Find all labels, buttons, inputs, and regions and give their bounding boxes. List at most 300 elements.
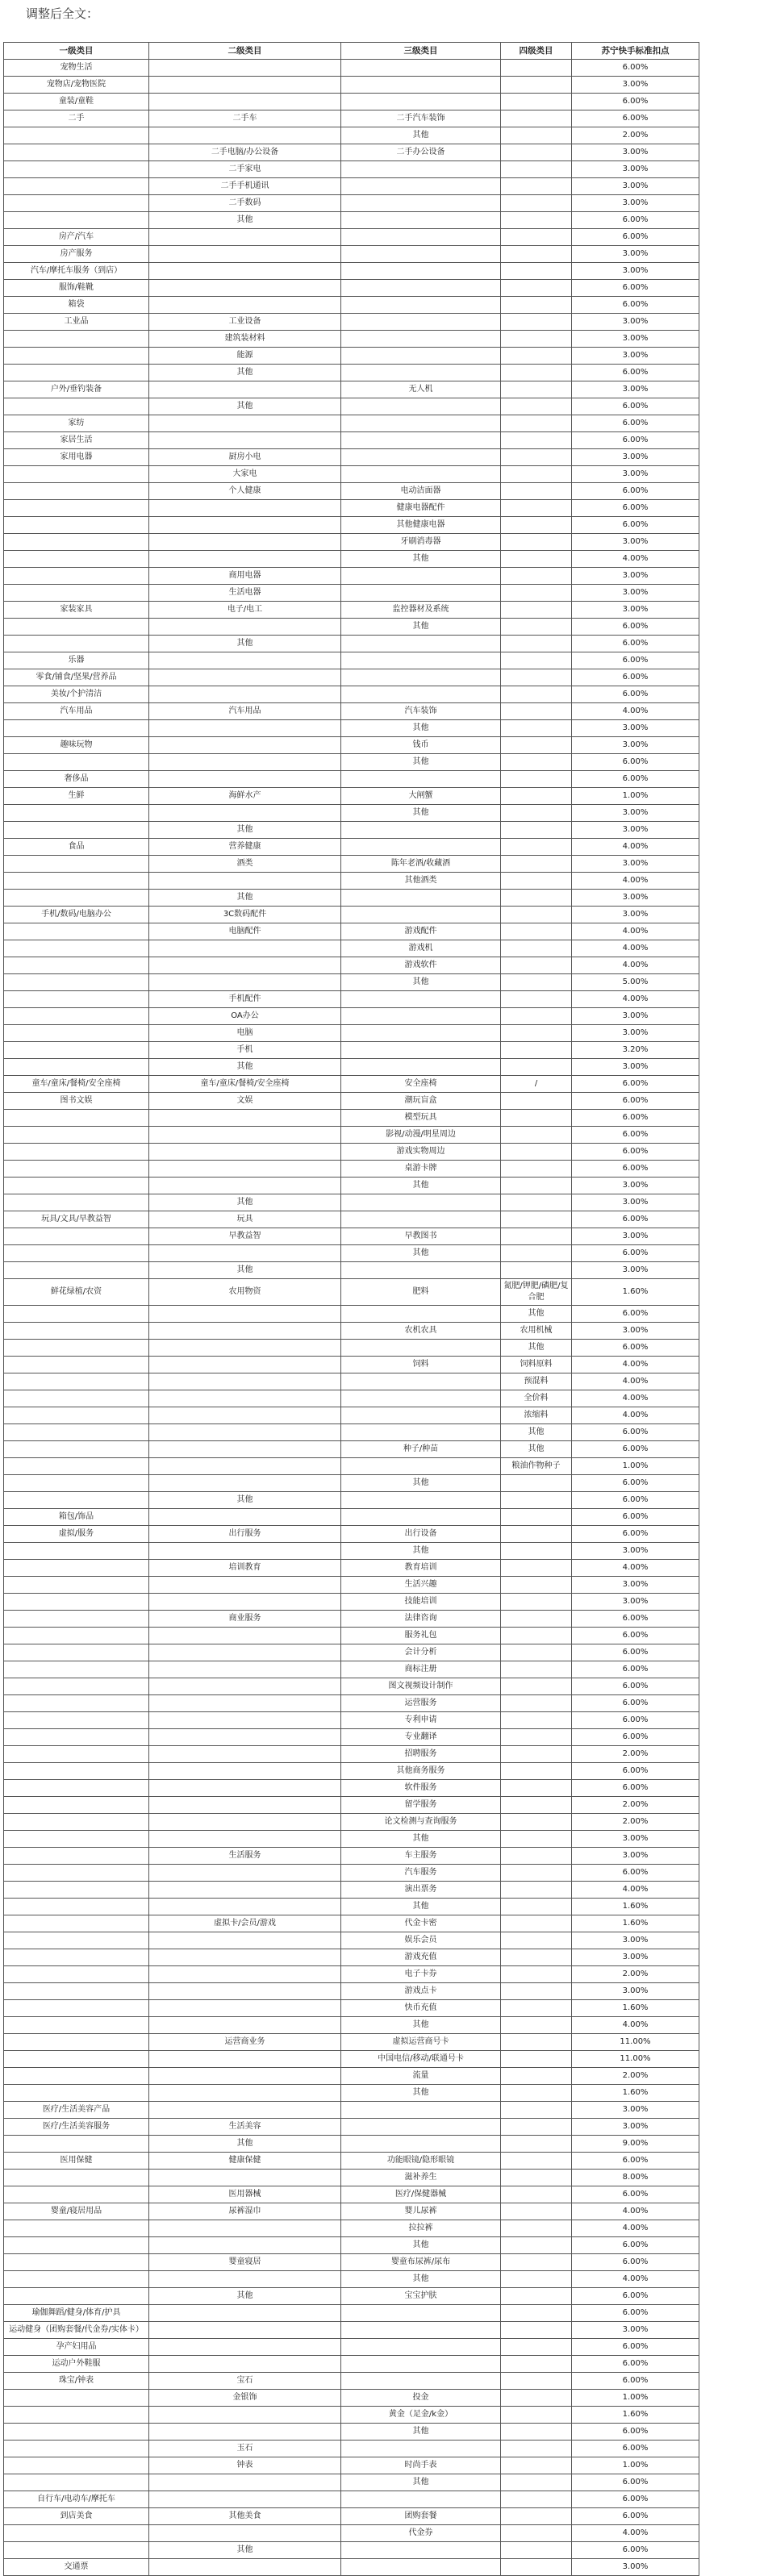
cell-level2 bbox=[149, 1178, 341, 1194]
table-row bbox=[4, 585, 699, 602]
cell-level3: 服务礼包 bbox=[341, 1628, 501, 1644]
cell-level3: 婴儿尿裤 bbox=[341, 2203, 501, 2220]
cell-rate: 8.00% bbox=[572, 2170, 699, 2186]
cell-level3: 快币充值 bbox=[341, 2000, 501, 2017]
table-row bbox=[4, 991, 699, 1008]
cell-level4 bbox=[501, 1661, 572, 1678]
cell-level3: 黄金（足金/k金） bbox=[341, 2407, 501, 2424]
cell-level3: 其他 bbox=[341, 619, 501, 636]
cell-level4 bbox=[501, 1814, 572, 1831]
table-row bbox=[4, 77, 699, 94]
cell-level3: 大闸蟹 bbox=[341, 788, 501, 805]
cell-level2 bbox=[149, 2491, 341, 2508]
cell-level4 bbox=[501, 1228, 572, 1245]
cell-level1 bbox=[4, 144, 149, 161]
cell-level1 bbox=[4, 1357, 149, 1373]
cell-level2 bbox=[149, 1678, 341, 1695]
table-row bbox=[4, 110, 699, 127]
cell-rate: 3.00% bbox=[572, 1025, 699, 1042]
cell-rate: 6.00% bbox=[572, 2305, 699, 2322]
cell-level2: 尿裤湿巾 bbox=[149, 2203, 341, 2220]
cell-level3: 其他 bbox=[341, 127, 501, 144]
cell-level3: 其他 bbox=[341, 974, 501, 991]
cell-rate: 6.00% bbox=[572, 1644, 699, 1661]
cell-level3 bbox=[341, 2305, 501, 2322]
cell-level4 bbox=[501, 1594, 572, 1611]
cell-level4 bbox=[501, 1797, 572, 1814]
cell-rate: 3.00% bbox=[572, 2102, 699, 2119]
table-row bbox=[4, 415, 699, 432]
cell-level2: 二手手机通讯 bbox=[149, 178, 341, 195]
cell-level2 bbox=[149, 77, 341, 94]
cell-level4 bbox=[501, 432, 572, 449]
cell-level1 bbox=[4, 1042, 149, 1059]
cell-level2 bbox=[149, 1245, 341, 1262]
cell-level2: 出行服务 bbox=[149, 1526, 341, 1543]
cell-level4 bbox=[501, 1161, 572, 1178]
cell-level2 bbox=[149, 2170, 341, 2186]
cell-level4 bbox=[501, 348, 572, 365]
cell-level3: 投金 bbox=[341, 2390, 501, 2407]
cell-level1 bbox=[4, 2000, 149, 2017]
cell-level4: 其他 bbox=[501, 1340, 572, 1357]
cell-level2 bbox=[149, 1373, 341, 1390]
cell-level2 bbox=[149, 2068, 341, 2085]
cell-level2 bbox=[149, 2237, 341, 2254]
cell-level1 bbox=[4, 822, 149, 839]
cell-level1 bbox=[4, 2288, 149, 2305]
cell-rate: 1.60% bbox=[572, 1279, 699, 1306]
cell-level3: 早教图书 bbox=[341, 1228, 501, 1245]
cell-rate: 2.00% bbox=[572, 1797, 699, 1814]
cell-level2 bbox=[149, 517, 341, 534]
table-row bbox=[4, 1161, 699, 1178]
cell-level3: 影视/动漫/明星周边 bbox=[341, 1127, 501, 1144]
cell-level4 bbox=[501, 2424, 572, 2441]
table-row bbox=[4, 652, 699, 669]
cell-level3 bbox=[341, 449, 501, 466]
cell-level4 bbox=[501, 280, 572, 297]
cell-level1 bbox=[4, 1144, 149, 1161]
cell-level1 bbox=[4, 1560, 149, 1577]
cell-level1 bbox=[4, 2085, 149, 2102]
cell-level2: 玩具 bbox=[149, 1211, 341, 1228]
cell-rate: 3.00% bbox=[572, 348, 699, 365]
cell-level3: 其他健康电器 bbox=[341, 517, 501, 534]
table-row bbox=[4, 1475, 699, 1492]
cell-level2 bbox=[149, 2474, 341, 2491]
cell-level4: 其他 bbox=[501, 1441, 572, 1458]
cell-rate: 4.00% bbox=[572, 2220, 699, 2237]
table-row bbox=[4, 788, 699, 805]
cell-rate: 4.00% bbox=[572, 1560, 699, 1577]
cell-rate: 6.00% bbox=[572, 1306, 699, 1323]
cell-level3 bbox=[341, 280, 501, 297]
cell-level1 bbox=[4, 1194, 149, 1211]
cell-level4 bbox=[501, 1763, 572, 1780]
cell-rate: 6.00% bbox=[572, 669, 699, 686]
cell-rate: 6.00% bbox=[572, 1110, 699, 1127]
cell-level1 bbox=[4, 1161, 149, 1178]
cell-level4 bbox=[501, 1932, 572, 1949]
cell-level3: 其他 bbox=[341, 1475, 501, 1492]
cell-rate: 3.00% bbox=[572, 890, 699, 907]
cell-level4 bbox=[501, 839, 572, 856]
cell-level1 bbox=[4, 1008, 149, 1025]
cell-level4 bbox=[501, 1780, 572, 1797]
table-row bbox=[4, 636, 699, 652]
cell-level4: 浓缩料 bbox=[501, 1407, 572, 1424]
cell-level1 bbox=[4, 2525, 149, 2542]
cell-level3 bbox=[341, 1008, 501, 1025]
cell-level3 bbox=[341, 229, 501, 246]
cell-level4 bbox=[501, 957, 572, 974]
table-row bbox=[4, 2017, 699, 2034]
cell-level4: 饲料原料 bbox=[501, 1357, 572, 1373]
cell-level1 bbox=[4, 500, 149, 517]
table-row bbox=[4, 2102, 699, 2119]
table-row bbox=[4, 1042, 699, 1059]
cell-level3 bbox=[341, 686, 501, 703]
table-row bbox=[4, 1340, 699, 1357]
cell-rate: 4.00% bbox=[572, 940, 699, 957]
cell-level2: 其他 bbox=[149, 212, 341, 229]
cell-rate: 1.60% bbox=[572, 1899, 699, 1915]
table-row bbox=[4, 1424, 699, 1441]
cell-level2 bbox=[149, 2424, 341, 2441]
cell-level1: 孕产妇用品 bbox=[4, 2339, 149, 2356]
cell-level4 bbox=[501, 534, 572, 551]
cell-level4 bbox=[501, 2525, 572, 2542]
table-row bbox=[4, 297, 699, 314]
cell-level4 bbox=[501, 1059, 572, 1076]
cell-level4 bbox=[501, 144, 572, 161]
cell-level1 bbox=[4, 1949, 149, 1966]
table-row bbox=[4, 263, 699, 280]
cell-level1 bbox=[4, 1695, 149, 1712]
cell-rate: 4.00% bbox=[572, 839, 699, 856]
cell-rate: 6.00% bbox=[572, 398, 699, 415]
cell-level2: 二手车 bbox=[149, 110, 341, 127]
cell-level2: 海鲜水产 bbox=[149, 788, 341, 805]
cell-level4: 预混料 bbox=[501, 1373, 572, 1390]
cell-level1 bbox=[4, 2457, 149, 2474]
header-level2: 二级类目 bbox=[149, 43, 341, 60]
table-row bbox=[4, 1949, 699, 1966]
cell-level2 bbox=[149, 1983, 341, 2000]
cell-level1 bbox=[4, 1458, 149, 1475]
cell-level3 bbox=[341, 195, 501, 212]
cell-level2 bbox=[149, 1695, 341, 1712]
cell-level2: 金银饰 bbox=[149, 2390, 341, 2407]
cell-level2 bbox=[149, 1628, 341, 1644]
cell-level2 bbox=[149, 652, 341, 669]
cell-level4 bbox=[501, 2203, 572, 2220]
cell-level2: 其他 bbox=[149, 1194, 341, 1211]
cell-level2: 厨房小电 bbox=[149, 449, 341, 466]
cell-rate: 3.00% bbox=[572, 178, 699, 195]
cell-rate: 11.00% bbox=[572, 2034, 699, 2051]
cell-level2: 电脑 bbox=[149, 1025, 341, 1042]
cell-rate: 6.00% bbox=[572, 2373, 699, 2390]
cell-level1 bbox=[4, 1262, 149, 1279]
table-row bbox=[4, 2542, 699, 2559]
cell-level3: 其他 bbox=[341, 2424, 501, 2441]
table-row bbox=[4, 2373, 699, 2390]
cell-level3 bbox=[341, 585, 501, 602]
cell-level2: 健康保健 bbox=[149, 2153, 341, 2170]
cell-level1: 虚拟/服务 bbox=[4, 1526, 149, 1543]
cell-level3: 农机农具 bbox=[341, 1323, 501, 1340]
cell-rate: 6.00% bbox=[572, 1695, 699, 1712]
cell-level3 bbox=[341, 1390, 501, 1407]
cell-level1 bbox=[4, 568, 149, 585]
cell-level1: 宠物店/宠物医院 bbox=[4, 77, 149, 94]
table-row bbox=[4, 1025, 699, 1042]
cell-level3 bbox=[341, 432, 501, 449]
table-row bbox=[4, 856, 699, 873]
cell-level2 bbox=[149, 1577, 341, 1594]
cell-level1: 趣味玩物 bbox=[4, 737, 149, 754]
cell-rate: 6.00% bbox=[572, 2542, 699, 2559]
cell-level3 bbox=[341, 2559, 501, 2576]
cell-level2 bbox=[149, 1949, 341, 1966]
cell-rate: 1.00% bbox=[572, 2390, 699, 2407]
table-row bbox=[4, 1899, 699, 1915]
cell-rate: 6.00% bbox=[572, 1144, 699, 1161]
cell-level2: 手机 bbox=[149, 1042, 341, 1059]
cell-level2: 婴童寝居 bbox=[149, 2254, 341, 2271]
cell-level4 bbox=[501, 2102, 572, 2119]
cell-rate: 6.00% bbox=[572, 1780, 699, 1797]
cell-level1 bbox=[4, 1492, 149, 1509]
cell-rate: 6.00% bbox=[572, 771, 699, 788]
table-row bbox=[4, 466, 699, 483]
cell-level1 bbox=[4, 1628, 149, 1644]
table-row bbox=[4, 568, 699, 585]
cell-level3: 专利申请 bbox=[341, 1712, 501, 1729]
cell-rate: 6.00% bbox=[572, 1424, 699, 1441]
table-row bbox=[4, 1390, 699, 1407]
cell-level1 bbox=[4, 2136, 149, 2153]
cell-level2 bbox=[149, 2525, 341, 2542]
cell-rate: 4.00% bbox=[572, 991, 699, 1008]
cell-level1 bbox=[4, 1932, 149, 1949]
cell-level4 bbox=[501, 229, 572, 246]
cell-level4 bbox=[501, 1949, 572, 1966]
cell-rate: 6.00% bbox=[572, 1492, 699, 1509]
cell-level1: 婴童/寝居用品 bbox=[4, 2203, 149, 2220]
table-row bbox=[4, 1661, 699, 1678]
cell-level4 bbox=[501, 110, 572, 127]
cell-level1 bbox=[4, 1899, 149, 1915]
cell-level4 bbox=[501, 585, 572, 602]
cell-rate: 3.00% bbox=[572, 449, 699, 466]
cell-rate: 6.00% bbox=[572, 1211, 699, 1228]
cell-level2: 童车/童床/餐椅/安全座椅 bbox=[149, 1076, 341, 1093]
cell-level1 bbox=[4, 1407, 149, 1424]
cell-level1: 房产服务 bbox=[4, 246, 149, 263]
cell-level2: 能源 bbox=[149, 348, 341, 365]
cell-level3: 潮玩盲盒 bbox=[341, 1093, 501, 1110]
cell-rate: 6.00% bbox=[572, 110, 699, 127]
cell-level3 bbox=[341, 1059, 501, 1076]
cell-level2: 其他 bbox=[149, 365, 341, 381]
cell-level3 bbox=[341, 2356, 501, 2373]
cell-level3 bbox=[341, 365, 501, 381]
cell-level4 bbox=[501, 974, 572, 991]
cell-level4 bbox=[501, 1831, 572, 1848]
cell-level4 bbox=[501, 2085, 572, 2102]
cell-rate: 3.00% bbox=[572, 1543, 699, 1560]
cell-level4 bbox=[501, 1526, 572, 1543]
cell-level2 bbox=[149, 669, 341, 686]
cell-level1 bbox=[4, 1611, 149, 1628]
cell-level1: 童车/童床/餐椅/安全座椅 bbox=[4, 1076, 149, 1093]
cell-level3 bbox=[341, 1492, 501, 1509]
cell-rate: 4.00% bbox=[572, 551, 699, 568]
cell-rate: 6.00% bbox=[572, 94, 699, 110]
cell-rate: 6.00% bbox=[572, 686, 699, 703]
table-row bbox=[4, 2000, 699, 2017]
table-row bbox=[4, 1712, 699, 1729]
cell-rate: 4.00% bbox=[572, 1357, 699, 1373]
cell-level4 bbox=[501, 2119, 572, 2136]
table-row bbox=[4, 1526, 699, 1543]
cell-rate: 3.00% bbox=[572, 805, 699, 822]
table-row bbox=[4, 2339, 699, 2356]
cell-level1 bbox=[4, 585, 149, 602]
cell-level4: 全价料 bbox=[501, 1390, 572, 1407]
cell-level3: 功能眼镜/隐形眼镜 bbox=[341, 2153, 501, 2170]
cell-level3 bbox=[341, 890, 501, 907]
cell-level4 bbox=[501, 686, 572, 703]
cell-level1 bbox=[4, 466, 149, 483]
cell-rate: 6.00% bbox=[572, 754, 699, 771]
cell-level1 bbox=[4, 1390, 149, 1407]
cell-level2 bbox=[149, 534, 341, 551]
cell-level4 bbox=[501, 2186, 572, 2203]
cell-level3 bbox=[341, 1211, 501, 1228]
cell-level1 bbox=[4, 1543, 149, 1560]
cell-level2 bbox=[149, 1746, 341, 1763]
cell-level3: 会计分析 bbox=[341, 1644, 501, 1661]
cell-level2: 营养健康 bbox=[149, 839, 341, 856]
cell-level3: 二手办公设备 bbox=[341, 144, 501, 161]
cell-level3: 其他 bbox=[341, 754, 501, 771]
cell-level3: 专业翻译 bbox=[341, 1729, 501, 1746]
cell-level4 bbox=[501, 737, 572, 754]
cell-level2: 大家电 bbox=[149, 466, 341, 483]
table-row bbox=[4, 1093, 699, 1110]
cell-level2 bbox=[149, 1475, 341, 1492]
cell-level1: 美妆/个护清洁 bbox=[4, 686, 149, 703]
cell-rate: 3.00% bbox=[572, 195, 699, 212]
cell-rate: 6.00% bbox=[572, 280, 699, 297]
cell-rate: 4.00% bbox=[572, 873, 699, 890]
cell-level2 bbox=[149, 1865, 341, 1882]
cell-level1: 家居生活 bbox=[4, 432, 149, 449]
cell-level3: 车主服务 bbox=[341, 1848, 501, 1865]
cell-rate: 6.00% bbox=[572, 1340, 699, 1357]
header-level4: 四级类目 bbox=[501, 43, 572, 60]
cell-level4 bbox=[501, 2322, 572, 2339]
cell-level2 bbox=[149, 619, 341, 636]
cell-rate: 3.00% bbox=[572, 1178, 699, 1194]
cell-level4 bbox=[501, 77, 572, 94]
cell-level1 bbox=[4, 1712, 149, 1729]
cell-level4 bbox=[501, 1127, 572, 1144]
cell-level1 bbox=[4, 2034, 149, 2051]
cell-level4 bbox=[501, 2441, 572, 2457]
cell-level2 bbox=[149, 381, 341, 398]
cell-rate: 6.00% bbox=[572, 1678, 699, 1695]
cell-rate: 6.00% bbox=[572, 212, 699, 229]
header-level1: 一级类目 bbox=[4, 43, 149, 60]
cell-rate: 6.00% bbox=[572, 636, 699, 652]
cell-rate: 4.00% bbox=[572, 1882, 699, 1899]
cell-level4 bbox=[501, 602, 572, 619]
cell-level3 bbox=[341, 2339, 501, 2356]
table-row bbox=[4, 1814, 699, 1831]
table-row bbox=[4, 500, 699, 517]
cell-level2: 虚拟卡/会员/游戏 bbox=[149, 1915, 341, 1932]
cell-level4 bbox=[501, 2034, 572, 2051]
cell-level3 bbox=[341, 348, 501, 365]
cell-level1 bbox=[4, 2017, 149, 2034]
cell-level4 bbox=[501, 2288, 572, 2305]
cell-level4 bbox=[501, 94, 572, 110]
cell-level2 bbox=[149, 805, 341, 822]
cell-level1 bbox=[4, 1678, 149, 1695]
cell-rate: 6.00% bbox=[572, 1093, 699, 1110]
cell-level4 bbox=[501, 788, 572, 805]
cell-level1 bbox=[4, 1915, 149, 1932]
cell-level2: 二手数码 bbox=[149, 195, 341, 212]
cell-level1 bbox=[4, 1306, 149, 1323]
cell-level2 bbox=[149, 1390, 341, 1407]
cell-level2 bbox=[149, 1712, 341, 1729]
cell-level4 bbox=[501, 568, 572, 585]
cell-rate: 3.00% bbox=[572, 161, 699, 178]
cell-level1: 户外/垂钓装备 bbox=[4, 381, 149, 398]
cell-level3: 二手汽车装饰 bbox=[341, 110, 501, 127]
cell-level3 bbox=[341, 1042, 501, 1059]
table-row bbox=[4, 1915, 699, 1932]
cell-level2 bbox=[149, 415, 341, 432]
table-row bbox=[4, 2390, 699, 2407]
table-row bbox=[4, 669, 699, 686]
cell-rate: 3.00% bbox=[572, 2322, 699, 2339]
cell-level2 bbox=[149, 720, 341, 737]
table-row bbox=[4, 1966, 699, 1983]
table-row bbox=[4, 551, 699, 568]
cell-level1: 奢侈品 bbox=[4, 771, 149, 788]
cell-level1 bbox=[4, 805, 149, 822]
table-row bbox=[4, 1932, 699, 1949]
table-row bbox=[4, 2186, 699, 2203]
cell-level1 bbox=[4, 1127, 149, 1144]
cell-level3: 其他 bbox=[341, 2237, 501, 2254]
cell-level4 bbox=[501, 2051, 572, 2068]
cell-level3 bbox=[341, 2491, 501, 2508]
table-row bbox=[4, 1797, 699, 1814]
cell-rate: 11.00% bbox=[572, 2051, 699, 2068]
table-row bbox=[4, 703, 699, 720]
cell-rate: 6.00% bbox=[572, 229, 699, 246]
cell-level1 bbox=[4, 1245, 149, 1262]
cell-level3 bbox=[341, 1194, 501, 1211]
